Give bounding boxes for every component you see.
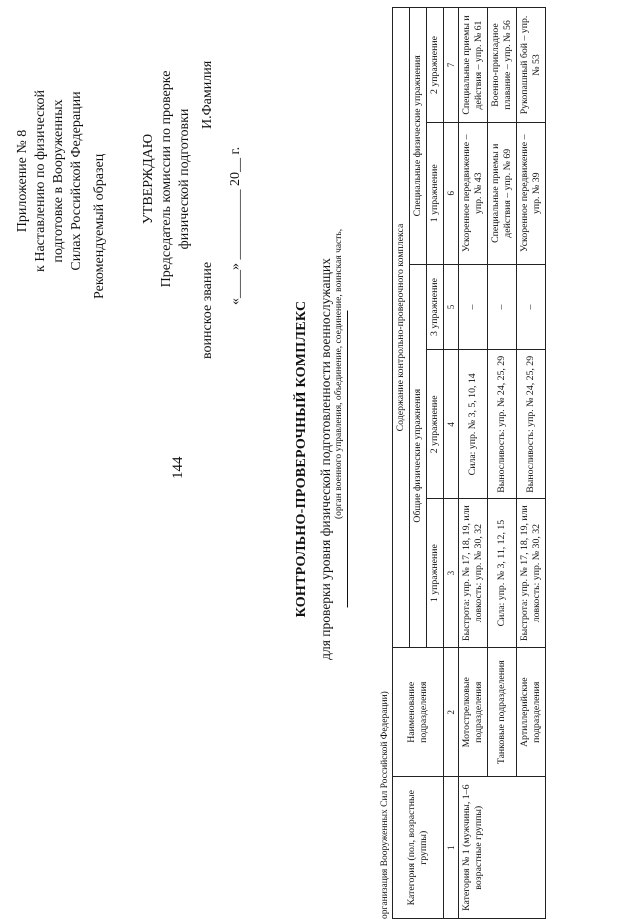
header-category: Категория (пол, возрастные группы): [393, 777, 444, 919]
appendix-line-4: Силах Российской Федерации: [69, 91, 84, 271]
approve-heading: УТВЕРЖДАЮ: [141, 133, 156, 225]
unit-cell: Артиллерийские подразделения: [517, 648, 546, 777]
column-number: 7: [444, 8, 459, 123]
header-content: Содержание контрольно-проверочного комплекса: [393, 8, 410, 648]
organ-caption: (орган военного управления, объединение, соединение, воинская часть,: [334, 228, 344, 519]
organization-caption: организация Вооруженных Сил Российской Федерации): [380, 691, 390, 919]
special-ex2-cell: Рукопашный бой – упр. № 53: [517, 8, 546, 123]
column-number: 1: [444, 777, 459, 919]
header-general-ex3: 3 упражнение: [427, 264, 444, 350]
header-unit: Наименование подразделения: [393, 648, 444, 777]
special-ex2-cell: Военно-прикладное плавание – упр. № 56: [488, 8, 517, 123]
exercise-table: [392, 7, 546, 919]
special-ex2-cell: Специальные приемы и действия – упр. № 61: [459, 8, 488, 123]
subtitle-text: для проверки уровня физической подготовленности военнослужащих: [318, 258, 333, 660]
header-general-ex2: 2 упражнение: [427, 350, 444, 499]
appendix-header: [14, 1, 86, 361]
general-ex2-cell: Выносливость: упр. № 24, 25, 29: [517, 350, 546, 499]
appendix-line-2: к Наставлению по физической: [33, 90, 48, 272]
column-number: 5: [444, 264, 459, 350]
recommended-sample-label: Рекомендуемый образец: [92, 153, 107, 299]
general-ex2-cell: Сила: упр. № 3, 5, 10, 14: [459, 350, 488, 499]
header-general-ex1: 1 упражнение: [427, 499, 444, 648]
header-special-exercises: Специальные физические упражнения: [410, 8, 427, 265]
appendix-line-1: Приложение № 8: [15, 129, 30, 233]
header-special-ex2: 2 упражнение: [427, 8, 444, 123]
header-general-exercises: Общие физические упражнения: [410, 264, 427, 647]
unit-cell: Мотострелковые подразделения: [459, 648, 488, 777]
special-ex1-cell: Ускоренное передвижение – упр. № 39: [517, 122, 546, 264]
rank-label: воинское звание: [200, 261, 215, 359]
column-number: 6: [444, 122, 459, 264]
header-special-ex1: 1 упражнение: [427, 122, 444, 264]
column-number: 3: [444, 499, 459, 648]
general-ex2-cell: Выносливость: упр. № 24, 25, 29: [488, 350, 517, 499]
approval-date-line: «____» __________ 20__ г.: [228, 146, 243, 305]
signatory-name: И.Фамилия: [200, 60, 215, 129]
column-number: 4: [444, 350, 459, 499]
column-number-row: [444, 8, 459, 919]
table-row: [459, 8, 488, 919]
special-ex1-cell: Ускоренное передвижение – упр. № 43: [459, 122, 488, 264]
page-number: 144: [170, 456, 186, 479]
special-ex1-cell: Специальные приемы и действия – упр. № 69: [488, 122, 517, 264]
general-ex3-cell: –: [517, 264, 546, 350]
document-title: КОНТРОЛЬНО-ПРОВЕРОЧНЫЙ КОМПЛЕКС: [294, 300, 309, 618]
approval-block: [140, 0, 194, 359]
appendix-line-3: подготовке в Вооруженных: [51, 99, 66, 263]
approve-line-1: Председатель комиссии по проверке: [159, 70, 174, 288]
unit-cell: Танковые подразделения: [488, 648, 517, 777]
category-cell: Категория № 1 (мужчины, 1–6 возрастные группы): [459, 777, 546, 919]
approve-line-2: физической подготовки: [177, 108, 192, 250]
general-ex1-cell: Быстрота: упр. № 17, 18, 19, или ловкость: упр. № 30, 32: [517, 499, 546, 648]
general-ex3-cell: –: [459, 264, 488, 350]
general-ex1-cell: Сила: упр. № 3, 11, 12, 15: [488, 499, 517, 648]
general-ex1-cell: Быстрота: упр. № 17, 18, 19, или ловкость: упр. № 30, 32: [459, 499, 488, 648]
column-number: 2: [444, 648, 459, 777]
general-ex3-cell: –: [488, 264, 517, 350]
